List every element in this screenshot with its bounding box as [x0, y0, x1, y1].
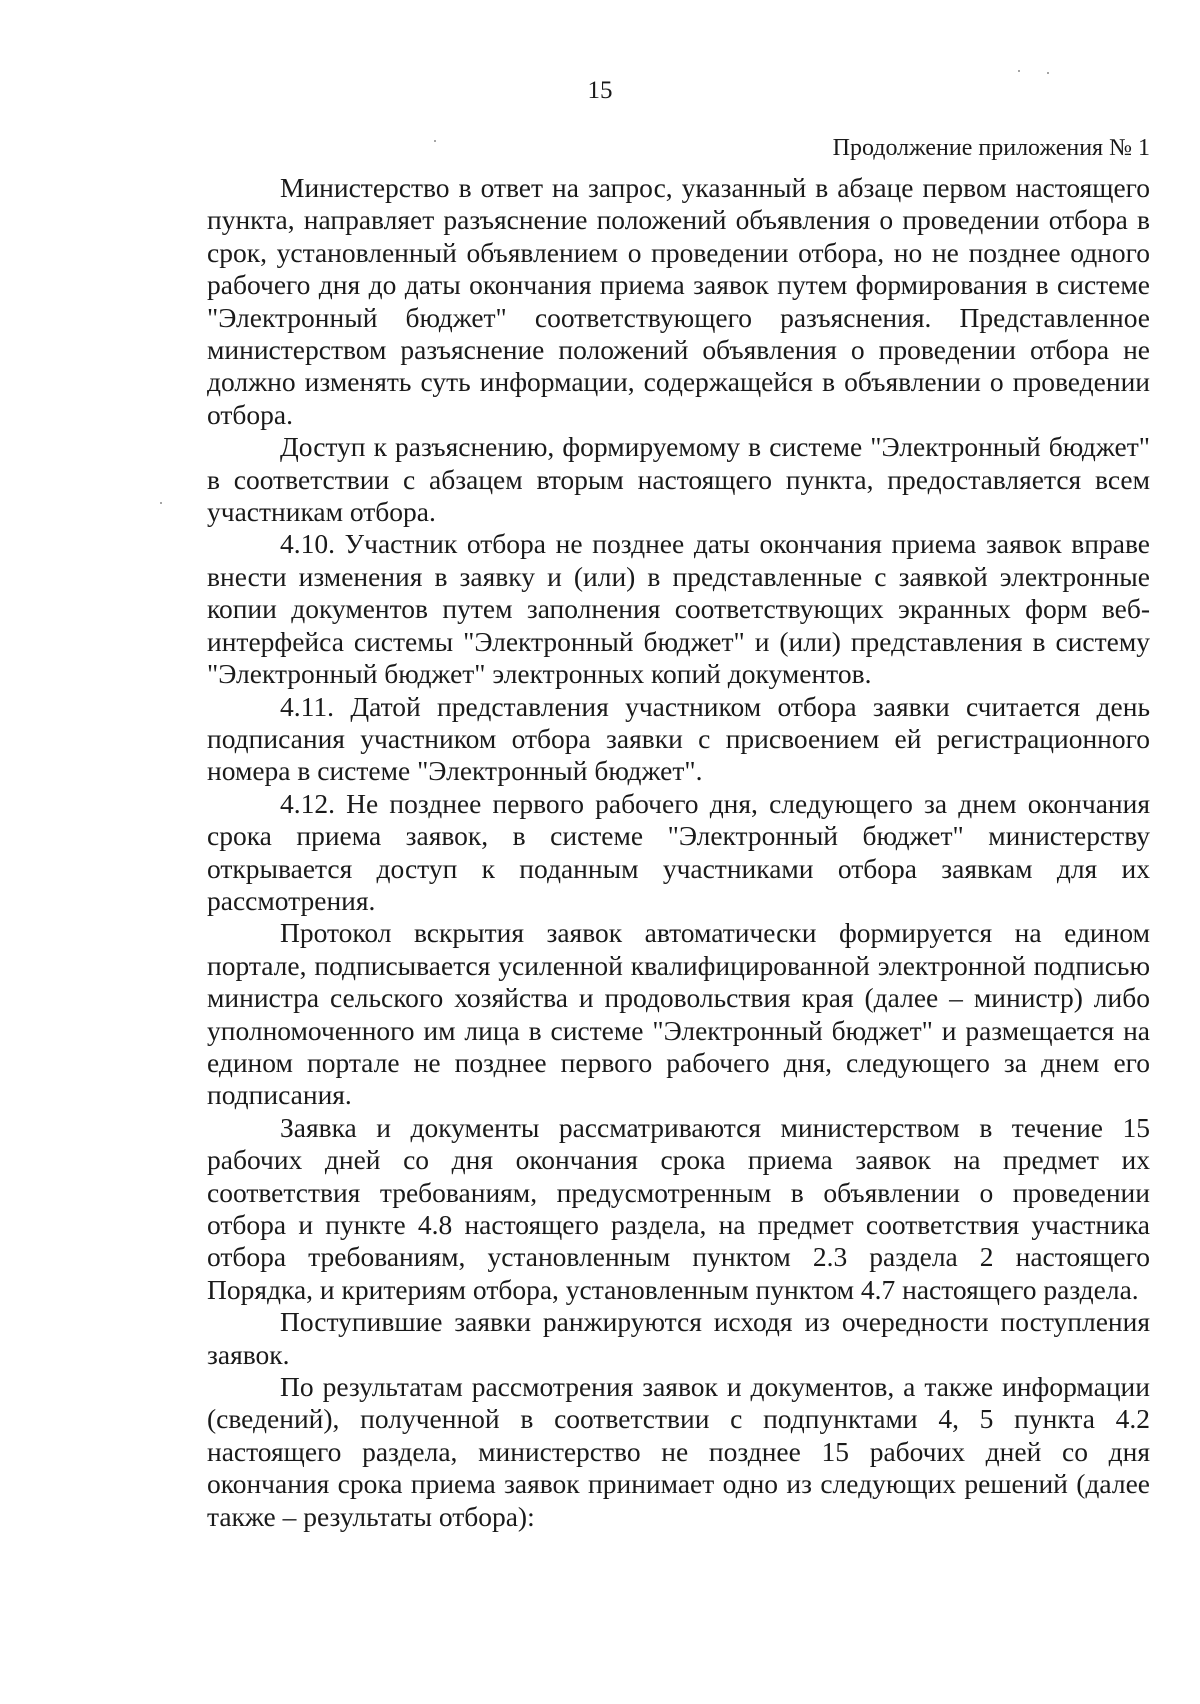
paragraph-clarification-access: Доступ к разъяснению, формируемому в системе "Электронный бюджет" в соответствии с абзацем вторым настоящего пункта, предоставляется всем участникам отбора. [207, 431, 1150, 528]
paragraph-4-12: 4.12. Не позднее первого рабочего дня, следующего за днем окончания срока приема заявок, в системе "Электронный бюджет" министерству открывается доступ к поданным участниками отбора заявкам для их рассмотрения. [207, 787, 1150, 916]
page-number: 15 [587, 77, 613, 104]
scan-speck [160, 502, 162, 504]
paragraph-4-11: 4.11. Датой представления участником отбора заявки считается день подписания участником отбора заявки с присвоением ей регистрационного номера в системе "Электронный бюджет". [207, 690, 1150, 787]
paragraph-review-results: По результатам рассмотрения заявок и документов, а также информации (сведений), полученной в соответствии с подпунктами 4, 5 пункта 4.2 настоящего раздела, министерство не позднее 15 рабочих дней со дня окончания срока приема заявок принимает одно из следующих решений (далее также – результаты отбора): [207, 1371, 1150, 1532]
appendix-continuation-label: Продолжение приложения № 1 [832, 135, 1150, 161]
paragraph-clarification-response: Министерство в ответ на запрос, указанный в абзаце первом настоящего пункта, направляет разъяснение положений объявления о проведении отбора в срок, установленный объявлением о проведении отбора, но не позднее одного рабочего дня до даты окончания приема заявок путем формирования в системе "Электронный бюджет" соответствующего разъяснения. Представленное министерством разъяснение положений объявления о проведении отбора не должно изменять суть информации, содержащейся в объявлении о проведении отбора. [207, 172, 1150, 430]
document-body [207, 172, 1150, 1533]
scan-speck [434, 140, 436, 142]
scan-speck [1018, 70, 1020, 72]
paragraph-opening-protocol: Протокол вскрытия заявок автоматически формируется на едином портале, подписывается усиленной квалифицированной электронной подписью министра сельского хозяйства и продовольствия края (далее – министр) либо уполномоченного им лица в системе "Электронный бюджет" и размещается на едином портале не позднее первого рабочего дня, следующего за днем его подписания. [207, 917, 1150, 1111]
paragraph-review-period: Заявка и документы рассматриваются министерством в течение 15 рабочих дней со дня окончания срока приема заявок на предмет их соответствия требованиям, предусмотренным в объявлении о проведении отбора и пункте 4.8 настоящего раздела, на предмет соответствия участника отбора требованиям, установленным пунктом 2.3 раздела 2 настоящего Порядка, и критериям отбора, установленным пунктом 4.7 настоящего раздела. [207, 1111, 1150, 1305]
scan-speck [1047, 72, 1049, 74]
paragraph-4-10: 4.10. Участник отбора не позднее даты окончания приема заявок вправе внести изменения в заявку и (или) в представленные с заявкой электронные копии документов путем заполнения соответствующих экранных форм веб-интерфейса системы "Электронный бюджет" и (или) представления в систему "Электронный бюджет" электронных копий документов. [207, 528, 1150, 690]
paragraph-ranking: Поступившие заявки ранжируются исходя из очередности поступления заявок. [207, 1306, 1150, 1370]
